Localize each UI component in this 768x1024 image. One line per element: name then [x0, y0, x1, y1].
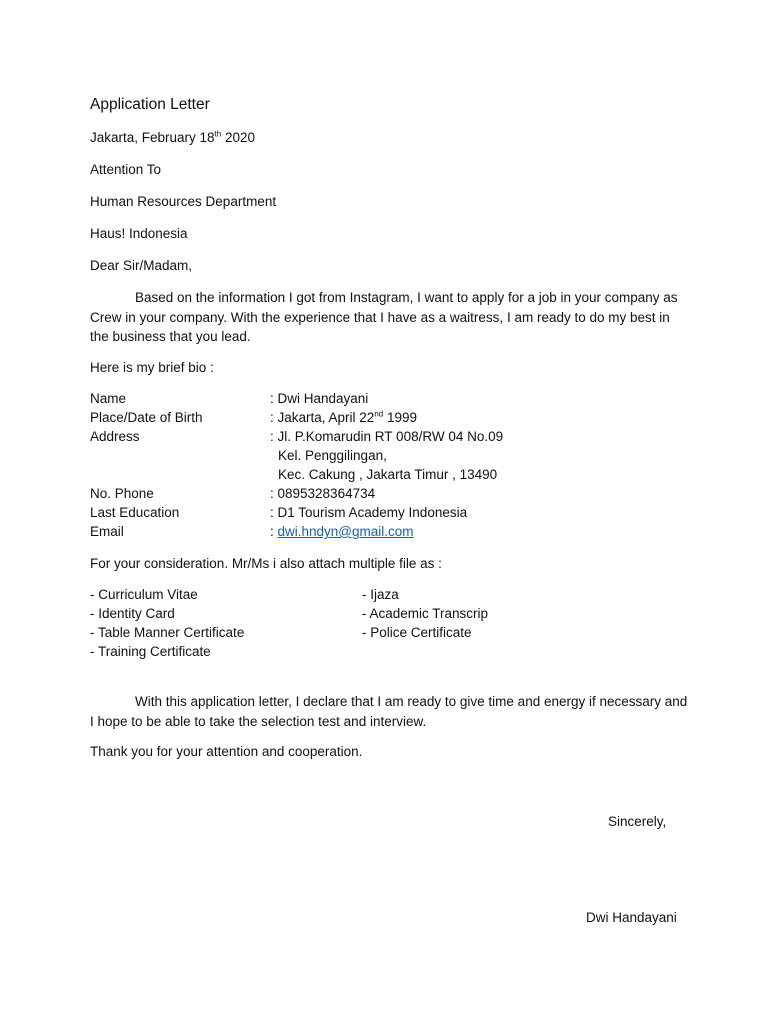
closing-paragraph-text: With this application letter, I declare that I am ready to give time and energy if necessary and I hope to be able to take the selection test and interview.	[90, 694, 688, 729]
attachments-intro: For your consideration. Mr/Ms i also attach multiple file as :	[90, 556, 442, 571]
thanks-line: Thank you for your attention and cooperation.	[90, 744, 363, 759]
attachment-item-police-certificate: - Police Certificate	[362, 625, 472, 640]
date-year: 2020	[221, 130, 256, 145]
date-text: Jakarta, February 18	[90, 130, 215, 145]
email-link[interactable]: dwi.hndyn@gmail.com	[277, 524, 414, 539]
salutation: Dear Sir/Madam,	[90, 258, 193, 273]
bio-birth-year: 1999	[383, 410, 418, 425]
bio-email-value	[270, 523, 414, 541]
bio-address-line1: : Jl. P.Komarudin RT 008/RW 04 No.09	[270, 429, 504, 444]
date-ordinal: th	[214, 129, 222, 139]
attachment-item-academic-transcrip: - Academic Transcrip	[362, 606, 489, 621]
letter-date	[90, 129, 255, 147]
bio-birth-label: Place/Date of Birth	[90, 410, 203, 425]
bio-intro: Here is my brief bio :	[90, 360, 214, 375]
attention-line: Attention To	[90, 162, 162, 177]
bio-birth-ordinal: nd	[374, 409, 384, 419]
bio-phone-value: : 0895328364734	[270, 486, 376, 501]
bio-name-label: Name	[90, 391, 127, 406]
signature-name: Dwi Handayani	[586, 910, 677, 925]
attachment-item-training-certificate: - Training Certificate	[90, 644, 211, 659]
bio-education-value: : D1 Tourism Academy Indonesia	[270, 505, 468, 520]
bio-address-label: Address	[90, 429, 140, 444]
attachment-item-table-manner-certificate: - Table Manner Certificate	[90, 625, 245, 640]
bio-birth-text: : Jakarta, April 22	[270, 410, 375, 425]
recipient-department: Human Resources Department	[90, 194, 277, 209]
opening-paragraph	[90, 288, 690, 347]
bio-address-line3: Kec. Cakung , Jakarta Timur , 13490	[278, 467, 498, 482]
attachment-item-ijaza: - Ijaza	[362, 587, 399, 602]
valediction: Sincerely,	[608, 814, 667, 829]
bio-name-value: : Dwi Handayani	[270, 391, 369, 406]
bio-education-label: Last Education	[90, 505, 180, 520]
bio-email-colon: :	[270, 524, 278, 539]
attachment-item-curriculum-vitae: - Curriculum Vitae	[90, 587, 198, 602]
opening-paragraph-text: Based on the information I got from Instagram, I want to apply for a job in your company as Crew in your company. With the experience that I have as a waitress, I am ready to do my best in the business that you lead.	[90, 290, 678, 344]
attachment-item-identity-card: - Identity Card	[90, 606, 175, 621]
bio-birth-value	[270, 409, 417, 427]
closing-paragraph	[90, 692, 690, 731]
bio-phone-label: No. Phone	[90, 486, 154, 501]
letter-title: Application Letter	[90, 96, 210, 113]
bio-address-line2: Kel. Penggilingan,	[278, 448, 387, 463]
recipient-company: Haus! Indonesia	[90, 226, 188, 241]
bio-email-label: Email	[90, 524, 124, 539]
